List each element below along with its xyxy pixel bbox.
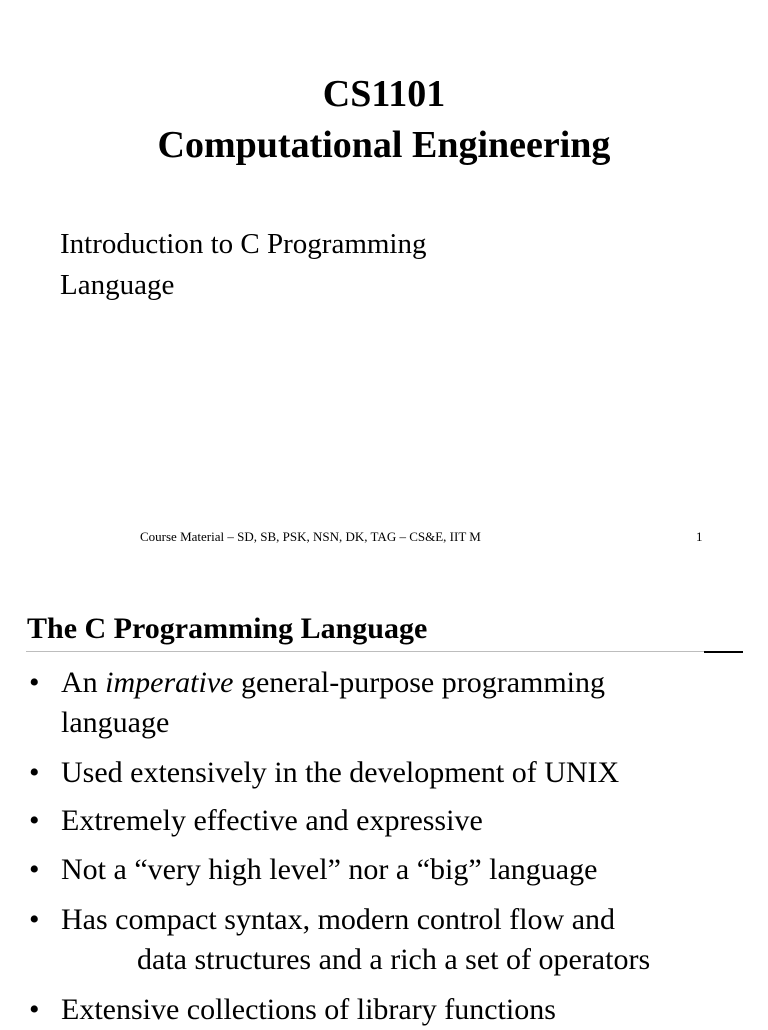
- title-divider-accent: [704, 651, 743, 653]
- bullet-continuation: data structures and a rich a set of operators: [137, 943, 651, 976]
- bullet-text: Not a “very high level” nor a “big” language: [61, 853, 598, 886]
- bullet-text: Used extensively in the development of UNIX: [61, 756, 620, 789]
- slide1-subtitle: [60, 224, 580, 306]
- bullet-dot-icon: •: [29, 756, 40, 789]
- course-name-heading: Computational Engineering: [157, 124, 611, 166]
- bullet-item: [29, 850, 749, 890]
- bullet-item: [29, 753, 749, 793]
- bullet-continuation: language: [61, 706, 170, 739]
- bullet-emphasis: imperative: [105, 666, 234, 699]
- page-number: 1: [696, 529, 703, 544]
- bullet-text-prefix: An: [61, 666, 106, 699]
- bullet-text: Has compact syntax, modern control flow and: [61, 903, 616, 936]
- bullet-item: [29, 801, 749, 841]
- bullet-text: Extremely effective and expressive: [61, 804, 483, 837]
- subtitle-line-1: Introduction to C Programming: [60, 228, 427, 260]
- bullet-dot-icon: •: [29, 804, 40, 837]
- title-divider: [26, 651, 743, 652]
- subtitle-line-2: Language: [60, 269, 175, 301]
- bullet-item: [29, 900, 749, 980]
- bullet-dot-icon: •: [29, 993, 40, 1026]
- bullet-text-suffix: general-purpose programming: [233, 666, 606, 699]
- bullet-dot-icon: •: [29, 853, 40, 886]
- bullet-item: [29, 990, 749, 1030]
- course-code-heading: CS1101: [322, 73, 446, 115]
- bullet-dot-icon: •: [29, 903, 40, 936]
- slide2-title: The C Programming Language: [27, 612, 428, 645]
- bullet-dot-icon: •: [29, 666, 40, 699]
- bullet-line: [29, 663, 749, 703]
- bullet-item: [29, 663, 749, 743]
- bullet-text: Extensive collections of library functions: [61, 993, 556, 1026]
- footer-credit: Course Material – SD, SB, PSK, NSN, DK, TAG – CS&E, IIT M: [140, 529, 481, 544]
